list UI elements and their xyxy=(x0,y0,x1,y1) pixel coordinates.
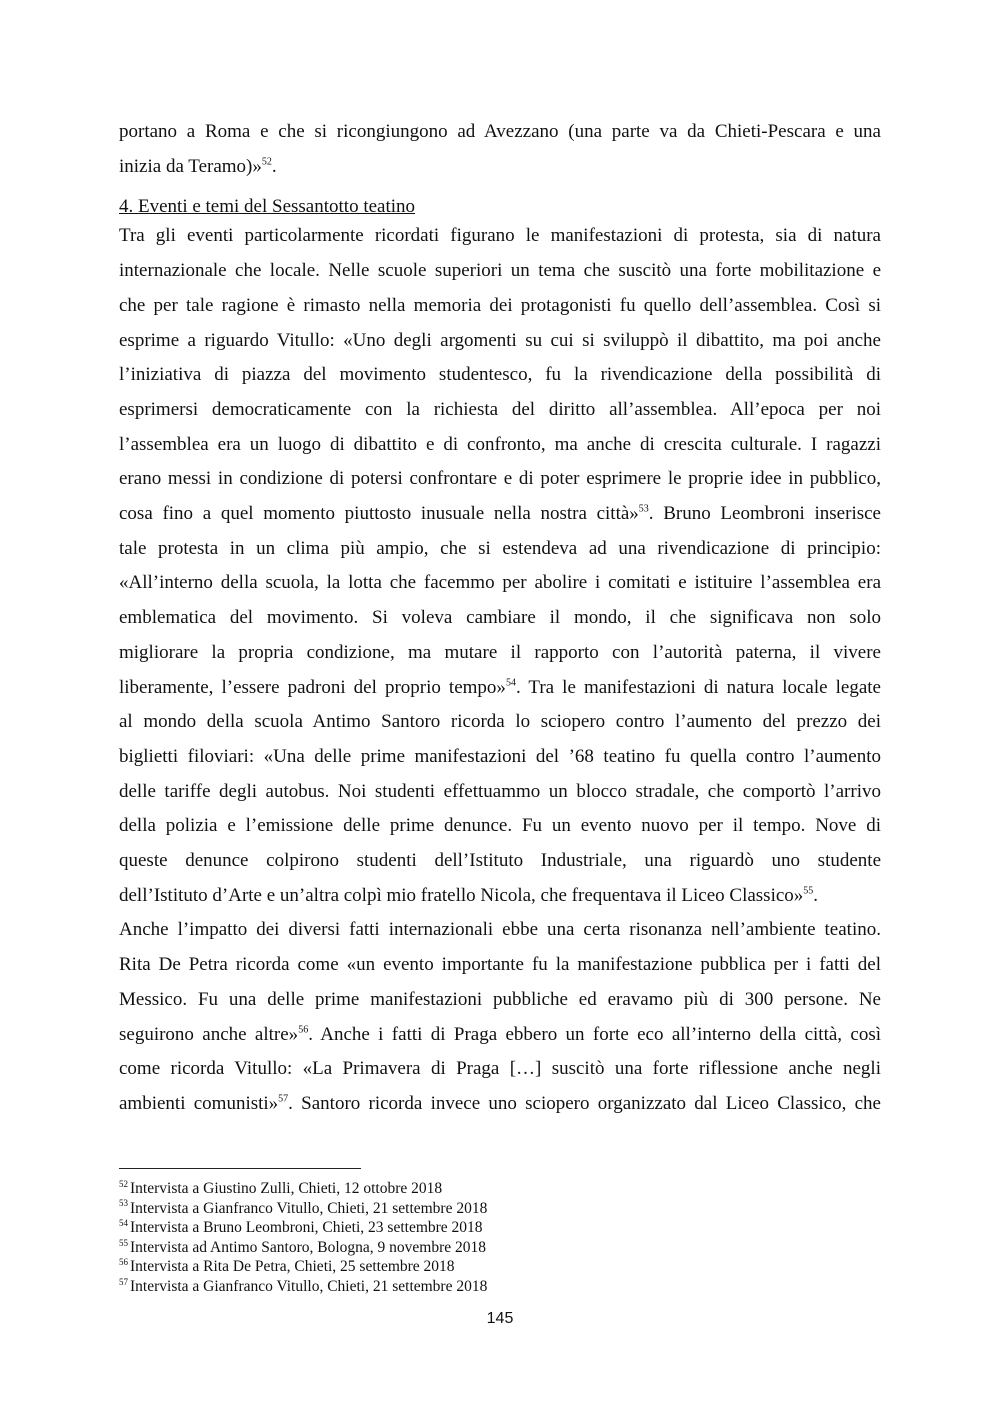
text-line: come ricorda Vitullo: «La Primavera di Praga […] suscitò una forte riflessione anche negli xyxy=(119,1058,881,1080)
text-line: internazionale che locale. Nelle scuole superiori un tema che suscitò una forte mobilitazione e xyxy=(119,260,881,282)
text-line: «All’interno della scuola, la lotta che facemmo per abolire i comitati e istituire l’assemblea era xyxy=(119,572,881,594)
footnote xyxy=(119,1238,881,1258)
text-line: al mondo della scuola Antimo Santoro ricorda lo sciopero contro l’aumento del prezzo dei xyxy=(119,711,881,733)
footnote-number: 54 xyxy=(119,1218,128,1229)
footnote-divider xyxy=(119,1168,361,1169)
page-number: 145 xyxy=(486,1310,514,1327)
text-line: erano messi in condizione di potersi confrontare e di poter esprimere le proprie idee in pubblico, xyxy=(119,468,881,490)
footnote-text: Intervista a Gianfranco Vitullo, Chieti, 21 settembre 2018 xyxy=(130,1277,488,1295)
text-line: cosa fino a quel momento piuttosto inusuale nella nostra città»$^{53}$. Bruno Leombroni inserisce xyxy=(119,503,881,525)
text-line: della polizia e l’emissione delle prime denunce. Fu un evento nuovo per il tempo. Nove di xyxy=(119,815,881,837)
footnotes xyxy=(119,1179,881,1297)
body-text xyxy=(119,115,881,1122)
footnote-ref[interactable]: 53 xyxy=(638,503,649,515)
text-line: Tra gli eventi particolarmente ricordati figurano le manifestazioni di protesta, sia di natura xyxy=(119,225,881,247)
text-line: portano a Roma e che si ricongiungono ad Avezzano (una parte va da Chieti-Pescara e una xyxy=(119,121,881,142)
footnote xyxy=(119,1277,881,1297)
section-paragraph xyxy=(119,219,881,1121)
text-line: delle tariffe degli autobus. Noi studenti effettuammo un blocco stradale, che comportò l’arrivo xyxy=(119,780,881,802)
text-line: Messico. Fu una delle prime manifestazioni pubbliche ed eravamo più di 300 persone. Ne xyxy=(119,988,881,1010)
text-line: emblematica del movimento. Si voleva cambiare il mondo, il che significava non solo xyxy=(119,607,881,629)
footnote-ref[interactable]: 54 xyxy=(505,677,516,689)
section-heading: 4. Eventi e temi del Sessantotto teatino xyxy=(119,196,416,218)
text-line: dell’Istituto d’Arte e un’altra colpì mio fratello Nicola, che frequentava il Liceo Classico»$^{55}$. xyxy=(119,884,819,906)
footnote-ref[interactable]: 57 xyxy=(278,1093,289,1105)
text-line: Anche l’impatto dei diversi fatti internazionali ebbe una certa risonanza nell’ambiente teatino. xyxy=(119,919,881,941)
text-line: liberamente, l’essere padroni del proprio tempo»$^{54}$. Tra le manifestazioni di natura locale legate xyxy=(119,676,881,698)
footnote-text: Intervista a Giustino Zulli, Chieti, 12 ottobre 2018 xyxy=(130,1180,443,1197)
text-line: seguirono anche altre»$^{56}$. Anche i fatti di Praga ebbero un forte eco all’interno della città, così xyxy=(119,1023,881,1045)
text-line: biglietti filoviari: «Una delle prime manifestazioni del ’68 teatino fu quella contro l’aumento xyxy=(119,745,881,767)
text-line: esprimersi democraticamente con la richiesta del diritto all’assemblea. All’epoca per noi xyxy=(119,398,881,420)
footnote-text: Intervista a Gianfranco Vitullo, Chieti, 21 settembre 2018 xyxy=(130,1199,488,1217)
intro-paragraph xyxy=(119,115,881,184)
text-line: inizia da Teramo)»$^{52}$. xyxy=(119,155,277,177)
text-line: che per tale ragione è rimasto nella memoria dei protagonisti fu quello dell’assemblea. Così si xyxy=(119,294,881,316)
footnote-number: 56 xyxy=(119,1257,128,1268)
footnote-text: Intervista a Bruno Leombroni, Chieti, 23 settembre 2018 xyxy=(130,1219,483,1237)
text-line: l’assemblea era un luogo di dibattito e di confronto, ma anche di crescita culturale. I ragazzi xyxy=(119,433,881,455)
text-line: l’iniziativa di piazza del movimento studentesco, fu la rivendicazione della possibilità di xyxy=(119,364,881,386)
text-line: tale protesta in un clima più ampio, che si estendeva ad una rivendicazione di principio: xyxy=(119,537,881,559)
footnote xyxy=(119,1179,881,1199)
footnote xyxy=(119,1257,881,1277)
text-line: ambienti comunisti»$^{57}$. Santoro ricorda invece uno sciopero organizzato dal Liceo Classico, che xyxy=(119,1092,881,1114)
footnote-ref[interactable]: 55 xyxy=(803,885,814,897)
footnote-text: Intervista ad Antimo Santoro, Bologna, 9 novembre 2018 xyxy=(130,1238,487,1256)
text-line: queste denunce colpirono studenti dell’Istituto Industriale, una riguardò uno studente xyxy=(119,850,881,872)
footnote xyxy=(119,1218,881,1238)
text-line: esprime a riguardo Vitullo: «Uno degli argomenti su cui si sviluppò il dibattito, ma poi anche xyxy=(119,329,881,351)
footnote xyxy=(119,1199,881,1219)
footnote-ref[interactable]: 52 xyxy=(261,156,272,168)
text-line: Rita De Petra ricorda come «un evento importante fu la manifestazione pubblica per i fatti del xyxy=(119,954,881,976)
footnote-number: 52 xyxy=(119,1178,128,1189)
footnote-number: 57 xyxy=(119,1276,128,1287)
footnote-number: 53 xyxy=(119,1198,128,1209)
text-line: migliorare la propria condizione, ma mutare il rapporto con l’autorità paterna, il vivere xyxy=(119,641,881,663)
footnote-ref[interactable]: 56 xyxy=(298,1024,309,1036)
footnote-number: 55 xyxy=(119,1237,128,1248)
footnote-text: Intervista a Rita De Petra, Chieti, 25 settembre 2018 xyxy=(130,1258,455,1276)
